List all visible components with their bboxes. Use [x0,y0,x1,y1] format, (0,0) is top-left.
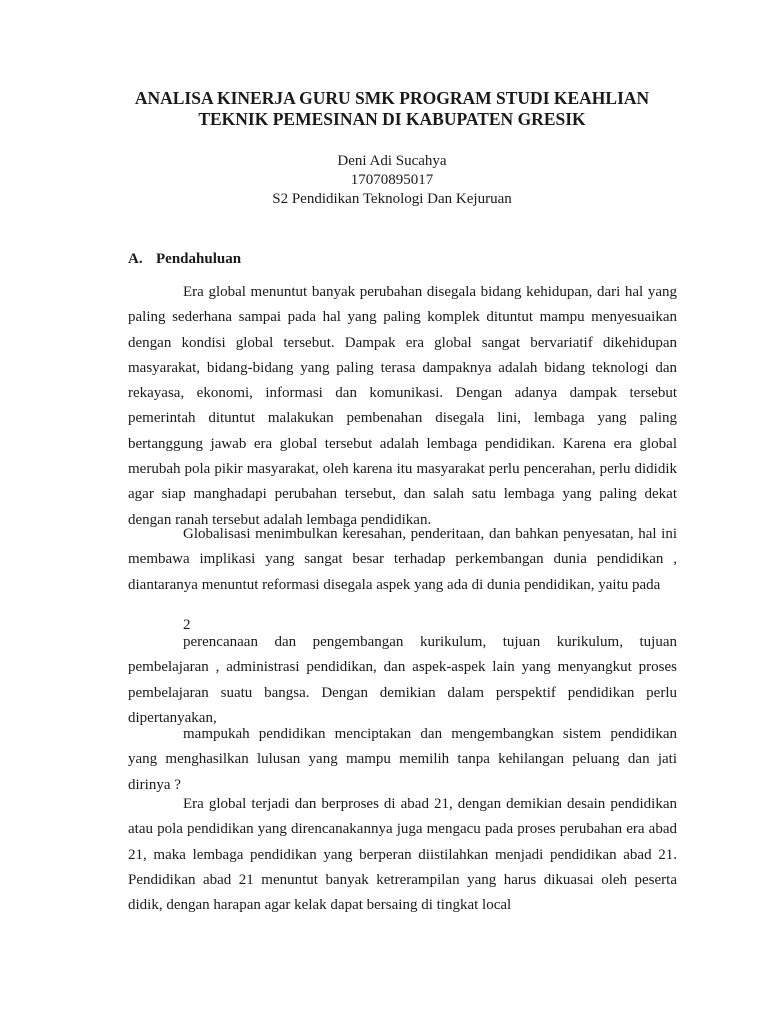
document-title [100,88,684,130]
paragraph-3: perencanaan dan pengembangan kurikulum, tujuan kurikulum, tujuan pembelajaran , administrasi pendidikan, dan aspek-aspek lain yang menyangkut proses pembelajaran suatu bangsa. Dengan demikian dalam perspektif pendidikan perlu dipertanyakan, [128,634,677,726]
paragraph-4: mampukah pendidikan menciptakan dan mengembangkan sistem pendidikan yang menghasilkan lulusan yang mampu memilih tanpa kehilangan peluang dan jati dirinya ? [128,726,677,793]
section-number: A. [128,251,143,267]
section-title: Pendahuluan [156,251,242,267]
paragraph-2: Globalisasi menimbulkan keresahan, penderitaan, dan bahkan penyesatan, hal ini membawa implikasi yang sangat besar terhadap perkembangan dunia pendidikan , diantaranya menuntut reformasi disegala aspek yang ada di dunia pendidikan, yaitu pada [128,526,677,593]
paragraph-1: Era global menuntut banyak perubahan disegala bidang kehidupan, dari hal yang paling sederhana sampai pada hal yang paling komplek dituntut mampu menyesuaikan dengan kondisi global tersebut. Dampak era global sangat bervariatif dikehidupan masyarakat, bidang-bidang yang paling terasa dampaknya adalah bidang teknologi dan rekayasa, ekonomi, informasi dan komunikasi. Dengan adanya dampak tersebut pemerintah dituntut malakukan pembenahan disegala lini, lembaga yang paling bertanggung jawab era global tersebut adalah lembaga pendidikan. Karena era global merubah pola pikir masyarakat, oleh karena itu masyarakat perlu pencerahan, perlu dididik agar siap manghadapi perubahan tersebut, dan salah satu lembaga yang paling dekat dengan ranah tersebut adalah lembaga pendidikan. [128,284,677,528]
paragraph-5: Era global terjadi dan berproses di abad 21, dengan demikian desain pendidikan atau pola pendidikan yang direncanakannya juga mengacu pada proses perubahan era abad 21, maka lembaga pendidikan yang berperan diistilahkan menjadi pendidikan abad 21. Pendidikan abad 21 menuntut banyak ketrerampilan yang harus dikuasai oleh peserta didik, dengan harapan agar kelak dapat bersaing di tingkat local [128,796,677,914]
author-name: Deni Adi Sucahya [337,153,447,169]
section-heading [128,250,241,269]
student-id: 17070895017 [350,172,434,188]
title-line-2: TEKNIK PEMESINAN DI KABUPATEN GRESIK [198,109,586,129]
author-block [100,152,684,209]
title-line-1: ANALISA KINERJA GURU SMK PROGRAM STUDI KEAHLIAN [134,88,650,108]
study-program: S2 Pendidikan Teknologi Dan Kejuruan [272,191,512,207]
page-number: 2 [183,617,191,633]
